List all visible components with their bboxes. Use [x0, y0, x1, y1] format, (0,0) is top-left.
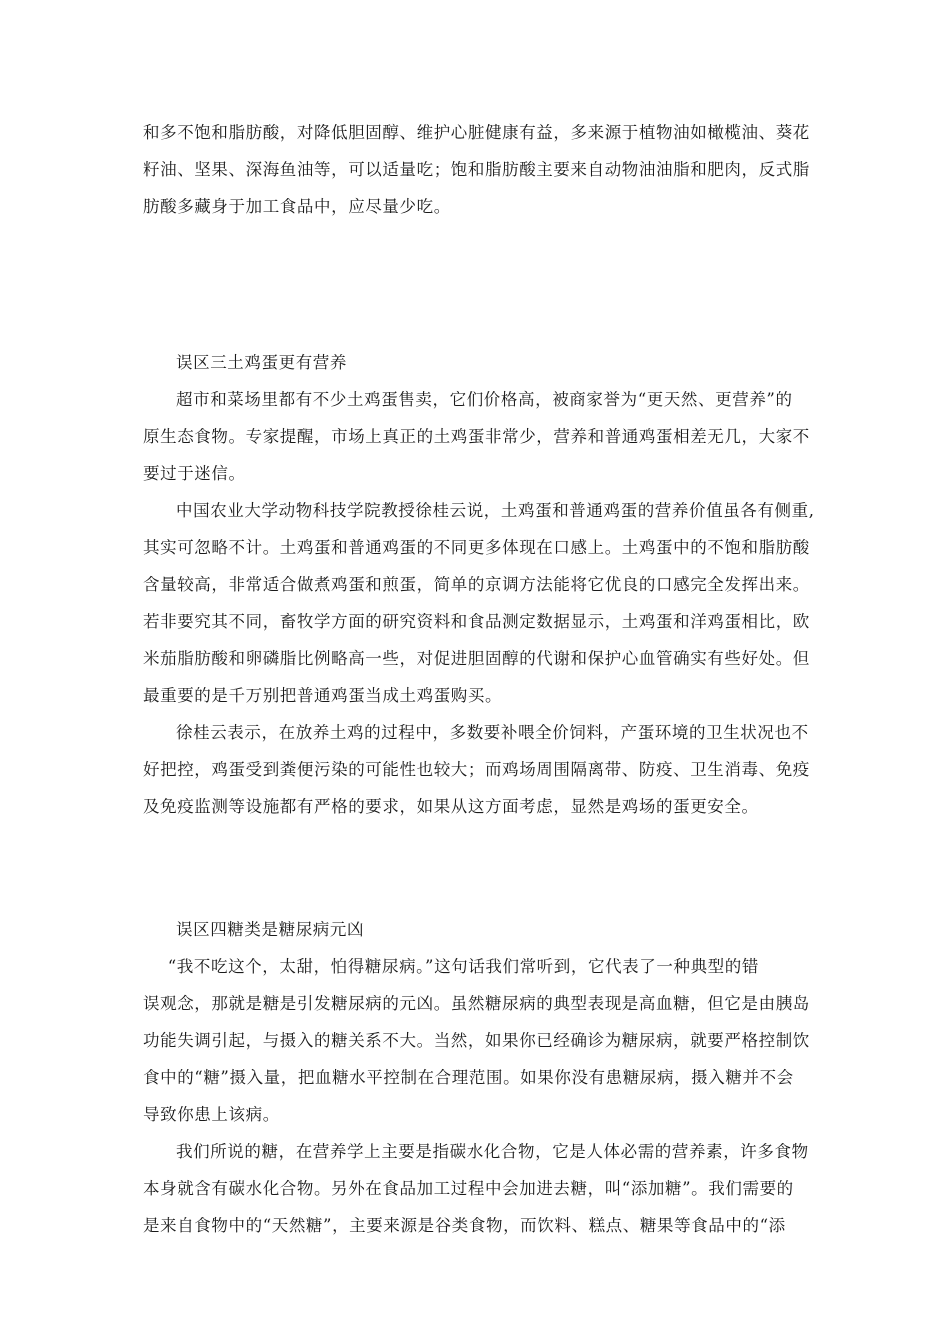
text-line: 原生态食物。专家提醒，市场上真正的土鸡蛋非常少，营养和普通鸡蛋相差无几，大家不 [143, 427, 810, 446]
text-line: 我们所说的糖，在营养学上主要是指碳水化合物，它是人体必需的营养素，许多食物 [176, 1142, 809, 1161]
text-line: 和多不饱和脂肪酸，对降低胆固醇、维护心脏健康有益，多来源于植物油如橄榄油、葵花 [143, 123, 810, 142]
text-line: 及免疫监测等设施都有严格的要求，如果从这方面考虑，显然是鸡场的蛋更安全。 [143, 797, 759, 816]
text-line: 要过于迷信。 [143, 464, 246, 483]
document-page [143, 114, 813, 1244]
text-line: 肪酸多藏身于加工食品中，应尽量少吃。 [143, 197, 451, 216]
text-line: 最重要的是千万别把普通鸡蛋当成土鸡蛋购买。 [143, 686, 503, 705]
section-myth-four [143, 911, 813, 1244]
section-spacer [143, 825, 813, 911]
paragraph [143, 948, 813, 1133]
section-heading: 误区三土鸡蛋更有营养 [176, 353, 347, 372]
text-line: 中国农业大学动物科技学院教授徐桂云说，土鸡蛋和普通鸡蛋的营养价值虽各有侧重, [176, 501, 815, 520]
text-line: 本身就含有碳水化合物。另外在食品加工过程中会加进去糖，叫“添加糖”。我们需要的 [143, 1179, 794, 1198]
paragraph [143, 492, 813, 714]
text-line: 好把控，鸡蛋受到粪便污染的可能性也较大；而鸡场周围隔离带、防疫、卫生消毒、免疫 [143, 760, 810, 779]
text-line: 导致你患上该病。 [143, 1105, 280, 1124]
section-heading: 误区四糖类是糖尿病元凶 [176, 920, 365, 939]
paragraph [143, 1133, 813, 1244]
text-line: 食中的“糖”摄入量，把血糖水平控制在合理范围。如果你没有患糖尿病，摄入糖并不会 [143, 1068, 794, 1087]
text-line: 徐桂云表示，在放养土鸡的过程中，多数要补喂全价饲料，产蛋环境的卫生状况也不 [176, 723, 809, 742]
text-line: 功能失调引起，与摄入的糖关系不大。当然，如果你已经确诊为糖尿病，就要严格控制饮 [143, 1031, 810, 1050]
section-myth-three [143, 344, 813, 825]
paragraph [143, 381, 813, 492]
paragraph [143, 714, 813, 825]
paragraph-fats-continuation [143, 114, 813, 225]
text-line: “我不吃这个，太甜，怕得糖尿病。”这句话我们常听到，它代表了一种典型的错 [167, 957, 759, 976]
text-line: 超市和菜场里都有不少土鸡蛋售卖，它们价格高，被商家誉为“更天然、更营养”的 [176, 390, 793, 409]
section-spacer [143, 225, 813, 344]
text-line: 含量较高，非常适合做煮鸡蛋和煎蛋，简单的京调方法能将它优良的口感完全发挥出来。 [143, 575, 810, 594]
text-line: 籽油、坚果、深海鱼油等，可以适量吃；饱和脂肪酸主要来自动物油油脂和肥肉，反式脂 [143, 160, 810, 179]
text-line: 米茄脂肪酸和卵磷脂比例略高一些，对促进胆固醇的代谢和保护心血管确实有些好处。但 [143, 649, 810, 668]
text-line: 其实可忽略不计。土鸡蛋和普通鸡蛋的不同更多体现在口感上。土鸡蛋中的不饱和脂肪酸 [143, 538, 810, 557]
text-line: 若非要究其不同，畜牧学方面的研究资料和食品测定数据显示，土鸡蛋和洋鸡蛋相比，欧 [143, 612, 810, 631]
text-line: 误观念，那就是糖是引发糖尿病的元凶。虽然糖尿病的典型表现是高血糖，但它是由胰岛 [143, 994, 810, 1013]
text-line: 是来自食物中的“天然糖”，主要来源是谷类食物，而饮料、糕点、糖果等食品中的“添 [143, 1216, 786, 1235]
